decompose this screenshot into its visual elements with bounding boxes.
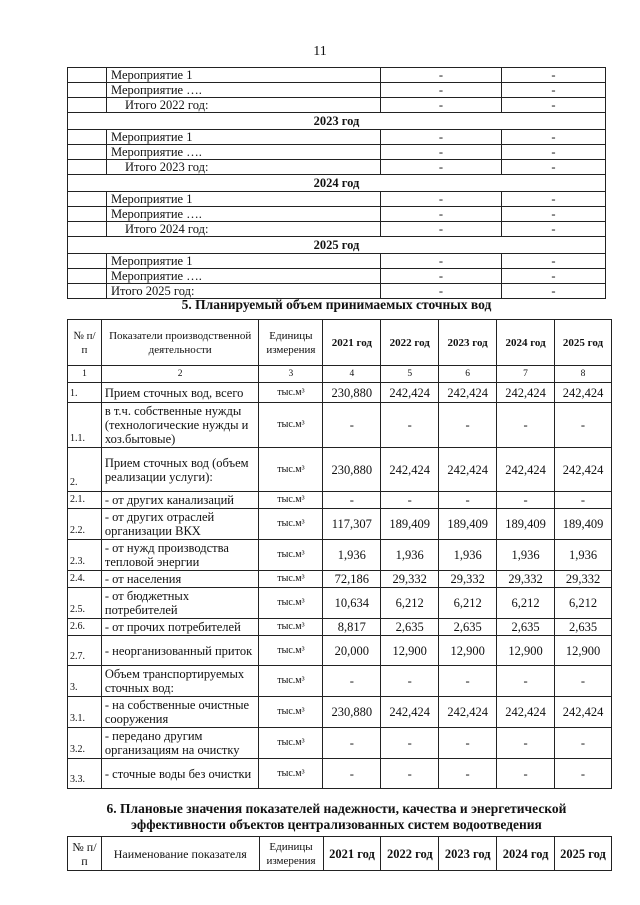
measure-value: - bbox=[381, 98, 502, 113]
value-cell: 230,880 bbox=[323, 383, 381, 403]
index-cell: 8 bbox=[555, 366, 612, 383]
indicator-name: - от населения bbox=[101, 571, 259, 588]
measure-value: - bbox=[502, 254, 606, 269]
unit-cell: тыс.м³ bbox=[259, 403, 323, 448]
indicator-name: Прием сточных вод (объем реализации услуги): bbox=[101, 448, 259, 492]
indicator-name: в т.ч. собственные нужды (технологические нужды и хоз.бытовые) bbox=[101, 403, 259, 448]
value-cell: 242,424 bbox=[381, 697, 439, 728]
indicator-name: - от бюджетных потребителей bbox=[101, 588, 259, 619]
col-header-name: Наименование показателя bbox=[101, 837, 259, 871]
measure-value: - bbox=[381, 160, 502, 175]
indicator-name: Прием сточных вод, всего bbox=[101, 383, 259, 403]
table-row bbox=[68, 697, 612, 728]
row-number: 2.5. bbox=[68, 588, 102, 619]
unit-cell: тыс.м³ bbox=[259, 571, 323, 588]
index-cell: 3 bbox=[259, 366, 323, 383]
indicator-name: - от нужд производства тепловой энергии bbox=[101, 540, 259, 571]
measure-row bbox=[68, 130, 606, 145]
table-row bbox=[68, 759, 612, 789]
year-heading: 2023 год bbox=[68, 113, 606, 130]
value-cell: 189,409 bbox=[555, 509, 612, 540]
indicator-name: Объем транспортируемых сточных вод: bbox=[101, 666, 259, 697]
indicator-name: - на собственные очистные сооружения bbox=[101, 697, 259, 728]
row-number: 3.2. bbox=[68, 728, 102, 759]
value-cell: - bbox=[323, 403, 381, 448]
measure-label: Мероприятие …. bbox=[107, 83, 381, 98]
measure-value: - bbox=[502, 192, 606, 207]
value-cell: - bbox=[381, 492, 439, 509]
unit-cell: тыс.м³ bbox=[259, 636, 323, 666]
measure-label: Мероприятие …. bbox=[107, 207, 381, 222]
value-cell: - bbox=[497, 403, 555, 448]
table-row bbox=[68, 509, 612, 540]
value-cell: - bbox=[555, 759, 612, 789]
blank-cell bbox=[68, 207, 107, 222]
value-cell: 242,424 bbox=[497, 383, 555, 403]
blank-cell bbox=[68, 222, 107, 237]
col-header-indicator: Показатели производственной деятельности bbox=[101, 320, 259, 366]
value-cell: 12,900 bbox=[381, 636, 439, 666]
value-cell: 2,635 bbox=[439, 619, 497, 636]
total-label: Итого 2022 год: bbox=[107, 98, 381, 113]
unit-cell: тыс.м³ bbox=[259, 509, 323, 540]
col-header-unit: Единицы измерения bbox=[259, 837, 323, 871]
row-number: 2.1. bbox=[68, 492, 102, 509]
indicator-name: - передано другим организациям на очистку bbox=[101, 728, 259, 759]
value-cell: 2,635 bbox=[555, 619, 612, 636]
measure-label: Мероприятие 1 bbox=[107, 192, 381, 207]
value-cell: - bbox=[497, 759, 555, 789]
indicator-name: - сточные воды без очистки bbox=[101, 759, 259, 789]
measure-value: - bbox=[381, 192, 502, 207]
measure-row bbox=[68, 269, 606, 284]
value-cell: - bbox=[323, 759, 381, 789]
measure-label: Мероприятие 1 bbox=[107, 130, 381, 145]
measure-row bbox=[68, 207, 606, 222]
col-header-2023: 2023 год bbox=[439, 320, 497, 366]
value-cell: 1,936 bbox=[381, 540, 439, 571]
value-cell: 6,212 bbox=[381, 588, 439, 619]
unit-cell: тыс.м³ bbox=[259, 448, 323, 492]
value-cell: 242,424 bbox=[555, 697, 612, 728]
value-cell: - bbox=[439, 728, 497, 759]
measure-row bbox=[68, 98, 606, 113]
year-heading: 2024 год bbox=[68, 175, 606, 192]
measure-value: - bbox=[502, 145, 606, 160]
unit-cell: тыс.м³ bbox=[259, 540, 323, 571]
row-number: 2.7. bbox=[68, 636, 102, 666]
value-cell: 242,424 bbox=[497, 448, 555, 492]
indicator-name: - неорганизованный приток bbox=[101, 636, 259, 666]
reliability-table bbox=[67, 836, 612, 871]
measure-value: - bbox=[381, 254, 502, 269]
indicator-name: - от других отраслей организации ВКХ bbox=[101, 509, 259, 540]
measure-value: - bbox=[502, 83, 606, 98]
row-number: 3.1. bbox=[68, 697, 102, 728]
value-cell: 230,880 bbox=[323, 448, 381, 492]
value-cell: 242,424 bbox=[439, 697, 497, 728]
blank-cell bbox=[68, 98, 107, 113]
unit-cell: тыс.м³ bbox=[259, 383, 323, 403]
value-cell: 12,900 bbox=[555, 636, 612, 666]
measure-value: - bbox=[502, 207, 606, 222]
unit-cell: тыс.м³ bbox=[259, 588, 323, 619]
measure-label: Мероприятие …. bbox=[107, 269, 381, 284]
blank-cell bbox=[68, 192, 107, 207]
value-cell: 2,635 bbox=[381, 619, 439, 636]
measure-value: - bbox=[502, 222, 606, 237]
value-cell: 1,936 bbox=[323, 540, 381, 571]
col-header-num: № п/п bbox=[68, 837, 102, 871]
measure-row bbox=[68, 175, 606, 192]
measure-value: - bbox=[502, 98, 606, 113]
value-cell: 242,424 bbox=[439, 383, 497, 403]
page-number: 11 bbox=[313, 44, 327, 59]
value-cell: - bbox=[497, 666, 555, 697]
value-cell: - bbox=[439, 403, 497, 448]
index-cell: 1 bbox=[68, 366, 102, 383]
index-cell: 5 bbox=[381, 366, 439, 383]
value-cell: 12,900 bbox=[439, 636, 497, 666]
value-cell: 230,880 bbox=[323, 697, 381, 728]
row-number: 3. bbox=[68, 666, 102, 697]
measure-row bbox=[68, 192, 606, 207]
col-header-2025: 2025 год bbox=[555, 320, 612, 366]
measure-row bbox=[68, 254, 606, 269]
value-cell: 20,000 bbox=[323, 636, 381, 666]
measure-label: Мероприятие 1 bbox=[107, 254, 381, 269]
table-row bbox=[68, 636, 612, 666]
value-cell: - bbox=[439, 759, 497, 789]
index-cell: 7 bbox=[497, 366, 555, 383]
blank-cell bbox=[68, 68, 107, 83]
value-cell: 29,332 bbox=[439, 571, 497, 588]
value-cell: - bbox=[555, 666, 612, 697]
measure-row bbox=[68, 113, 606, 130]
measure-value: - bbox=[381, 222, 502, 237]
index-cell: 2 bbox=[101, 366, 259, 383]
col-header-2022: 2022 год bbox=[381, 320, 439, 366]
measure-value: - bbox=[502, 68, 606, 83]
row-number: 2.3. bbox=[68, 540, 102, 571]
row-number: 1.1. bbox=[68, 403, 102, 448]
measure-value: - bbox=[502, 160, 606, 175]
measure-value: - bbox=[502, 269, 606, 284]
measure-row bbox=[68, 160, 606, 175]
table-row bbox=[68, 492, 612, 509]
measure-label: Мероприятие …. bbox=[107, 145, 381, 160]
value-cell: - bbox=[497, 492, 555, 509]
section6-title: 6. Плановые значения показателей надежности, качества и энергетической эффективности объектов централизованных систем водоотведения bbox=[106, 801, 567, 832]
index-cell: 6 bbox=[439, 366, 497, 383]
table-row bbox=[68, 571, 612, 588]
measure-value: - bbox=[381, 130, 502, 145]
measure-row bbox=[68, 68, 606, 83]
row-number: 2. bbox=[68, 448, 102, 492]
section5-title: 5. Планируемый объем принимаемых сточных вод bbox=[181, 297, 492, 312]
year-heading: 2025 год bbox=[68, 237, 606, 254]
measure-label: Мероприятие 1 bbox=[107, 68, 381, 83]
measure-value: - bbox=[502, 284, 606, 299]
col-header-2024: 2024 год bbox=[497, 837, 555, 871]
unit-cell: тыс.м³ bbox=[259, 666, 323, 697]
value-cell: 10,634 bbox=[323, 588, 381, 619]
unit-cell: тыс.м³ bbox=[259, 492, 323, 509]
table-row bbox=[68, 728, 612, 759]
value-cell: - bbox=[323, 728, 381, 759]
col-header-2021: 2021 год bbox=[323, 320, 381, 366]
col-header-2021: 2021 год bbox=[323, 837, 381, 871]
wastewater-volume-table bbox=[67, 319, 612, 789]
measure-value: - bbox=[381, 68, 502, 83]
blank-cell bbox=[68, 83, 107, 98]
row-number: 2.4. bbox=[68, 571, 102, 588]
row-number: 1. bbox=[68, 383, 102, 403]
value-cell: 12,900 bbox=[497, 636, 555, 666]
blank-cell bbox=[68, 160, 107, 175]
measure-value: - bbox=[381, 269, 502, 284]
col-header-num: № п/п bbox=[68, 320, 102, 366]
measures-table bbox=[67, 67, 606, 299]
measure-row bbox=[68, 237, 606, 254]
value-cell: 242,424 bbox=[555, 383, 612, 403]
measure-value: - bbox=[502, 130, 606, 145]
measure-row bbox=[68, 145, 606, 160]
col-header-2025: 2025 год bbox=[555, 837, 612, 871]
value-cell: 29,332 bbox=[381, 571, 439, 588]
measure-value: - bbox=[381, 284, 502, 299]
value-cell: 242,424 bbox=[497, 697, 555, 728]
table-row bbox=[68, 588, 612, 619]
value-cell: 189,409 bbox=[381, 509, 439, 540]
row-number: 2.2. bbox=[68, 509, 102, 540]
blank-cell bbox=[68, 130, 107, 145]
col-header-2022: 2022 год bbox=[381, 837, 439, 871]
value-cell: - bbox=[439, 492, 497, 509]
indicator-name: - от прочих потребителей bbox=[101, 619, 259, 636]
table-row bbox=[68, 619, 612, 636]
measure-value: - bbox=[381, 145, 502, 160]
value-cell: 29,332 bbox=[497, 571, 555, 588]
value-cell: 189,409 bbox=[497, 509, 555, 540]
measure-row bbox=[68, 222, 606, 237]
total-label: Итого 2024 год: bbox=[107, 222, 381, 237]
col-header-2024: 2024 год bbox=[497, 320, 555, 366]
value-cell: - bbox=[439, 666, 497, 697]
index-cell: 4 bbox=[323, 366, 381, 383]
value-cell: 29,332 bbox=[555, 571, 612, 588]
blank-cell bbox=[68, 254, 107, 269]
blank-cell bbox=[68, 269, 107, 284]
value-cell: - bbox=[381, 403, 439, 448]
measure-value: - bbox=[381, 207, 502, 222]
total-label: Итого 2025 год: bbox=[107, 284, 381, 299]
value-cell: 72,186 bbox=[323, 571, 381, 588]
table-row bbox=[68, 448, 612, 492]
blank-cell bbox=[68, 145, 107, 160]
value-cell: 1,936 bbox=[555, 540, 612, 571]
value-cell: 6,212 bbox=[497, 588, 555, 619]
indicator-name: - от других канализаций bbox=[101, 492, 259, 509]
value-cell: 1,936 bbox=[497, 540, 555, 571]
value-cell: - bbox=[497, 728, 555, 759]
unit-cell: тыс.м³ bbox=[259, 728, 323, 759]
value-cell: 189,409 bbox=[439, 509, 497, 540]
table-row bbox=[68, 540, 612, 571]
value-cell: 242,424 bbox=[555, 448, 612, 492]
measure-row bbox=[68, 83, 606, 98]
measure-value: - bbox=[381, 83, 502, 98]
value-cell: 117,307 bbox=[323, 509, 381, 540]
unit-cell: тыс.м³ bbox=[259, 697, 323, 728]
value-cell: 1,936 bbox=[439, 540, 497, 571]
table-row bbox=[68, 383, 612, 403]
value-cell: 8,817 bbox=[323, 619, 381, 636]
row-number: 2.6. bbox=[68, 619, 102, 636]
value-cell: 242,424 bbox=[381, 448, 439, 492]
value-cell: - bbox=[323, 666, 381, 697]
value-cell: - bbox=[555, 403, 612, 448]
value-cell: 242,424 bbox=[439, 448, 497, 492]
value-cell: 6,212 bbox=[439, 588, 497, 619]
value-cell: 6,212 bbox=[555, 588, 612, 619]
value-cell: - bbox=[381, 728, 439, 759]
unit-cell: тыс.м³ bbox=[259, 759, 323, 789]
unit-cell: тыс.м³ bbox=[259, 619, 323, 636]
col-header-2023: 2023 год bbox=[439, 837, 497, 871]
value-cell: - bbox=[323, 492, 381, 509]
value-cell: 2,635 bbox=[497, 619, 555, 636]
value-cell: - bbox=[555, 492, 612, 509]
col-header-unit: Единицы измерения bbox=[259, 320, 323, 366]
value-cell: - bbox=[381, 759, 439, 789]
total-label: Итого 2023 год: bbox=[107, 160, 381, 175]
value-cell: - bbox=[555, 728, 612, 759]
value-cell: - bbox=[381, 666, 439, 697]
table-row bbox=[68, 403, 612, 448]
value-cell: 242,424 bbox=[381, 383, 439, 403]
row-number: 3.3. bbox=[68, 759, 102, 789]
table-row bbox=[68, 666, 612, 697]
